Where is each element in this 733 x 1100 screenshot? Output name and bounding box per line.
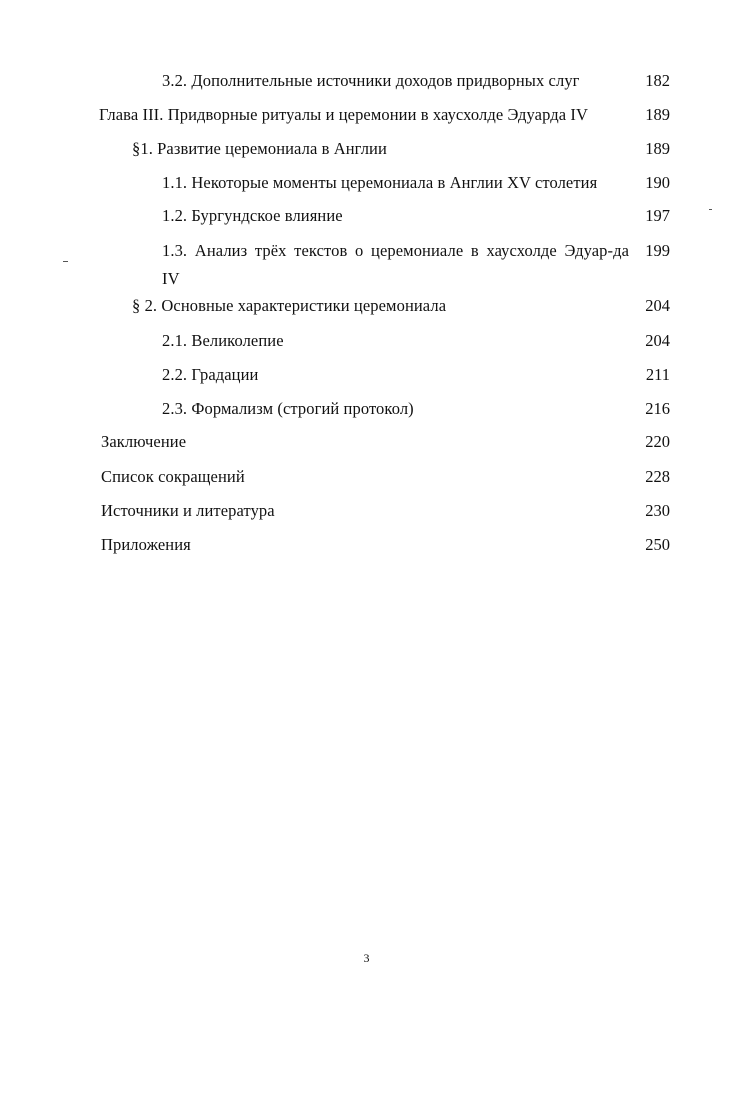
toc-entry-2-2: [0, 360, 733, 390]
toc-entry-page: 216: [645, 399, 670, 418]
toc-entry-title: Приложения: [101, 535, 191, 554]
toc-entry-title: 2.2. Градации: [162, 365, 259, 384]
toc-entry-title: Список сокращений: [101, 467, 245, 486]
toc-entry-page: 189: [645, 139, 670, 158]
toc-entry-title: §1. Развитие церемониала в Англии: [132, 139, 387, 158]
toc-entry-title: Глава III. Придворные ритуалы и церемонии в хаусхолде Эдуарда IV: [99, 105, 588, 124]
toc-entry-page: 230: [645, 501, 670, 520]
toc-entry-appendices: [0, 530, 733, 560]
toc-entry-2-3: [0, 394, 733, 424]
toc-entry-title: 3.2. Дополнительные источники доходов придворных слуг: [162, 71, 580, 90]
toc-entry-title: 1.3. Анализ трёх текстов о церемониале в хаусхолде Эдуар-да IV: [162, 241, 629, 288]
toc-entry-section-2: [0, 291, 733, 321]
toc-entry-page: 190: [645, 173, 670, 192]
toc-entry-abbreviations: [0, 462, 733, 492]
toc-entry-title: 1.2. Бургундское влияние: [162, 206, 343, 225]
page-number: 3: [363, 951, 370, 965]
toc-entry-page: 211: [645, 365, 670, 384]
toc-entry-page: 204: [645, 331, 670, 350]
toc-entry-title: 2.1. Великолепие: [162, 331, 284, 350]
toc-entry-title: Источники и литература: [101, 501, 275, 520]
toc-entry-conclusion: [0, 427, 733, 457]
toc-entry-title: Заключение: [101, 432, 187, 451]
toc-entry-title: 2.3. Формализм (строгий протокол): [162, 399, 414, 418]
toc-entry-page: 228: [645, 467, 670, 486]
toc-entry-page: 199: [645, 241, 670, 260]
scan-artifact: [63, 261, 68, 262]
toc-entry-1-2: [0, 201, 733, 231]
toc-entry-page: 189: [645, 105, 670, 124]
toc-entry-1-1: [0, 168, 733, 198]
toc-entry-page: 250: [645, 535, 670, 554]
toc-entry-chapter-3: [0, 100, 733, 130]
toc-entry-title: § 2. Основные характеристики церемониала: [132, 296, 447, 315]
toc-entry-page: 220: [645, 432, 670, 451]
scan-artifact: [709, 209, 712, 210]
toc-entry-page: 182: [645, 71, 670, 90]
toc-entry-section-1: [0, 134, 733, 164]
toc-entry-1-3: [0, 236, 733, 294]
toc-entry-sources: [0, 496, 733, 526]
toc-entry-2-1: [0, 326, 733, 356]
toc-entry-page: 197: [645, 206, 670, 225]
toc-entry-3-2: [0, 66, 733, 96]
toc-entry-title: 1.1. Некоторые моменты церемониала в Англии XV столетия: [162, 173, 598, 192]
toc-entry-page: 204: [645, 296, 670, 315]
